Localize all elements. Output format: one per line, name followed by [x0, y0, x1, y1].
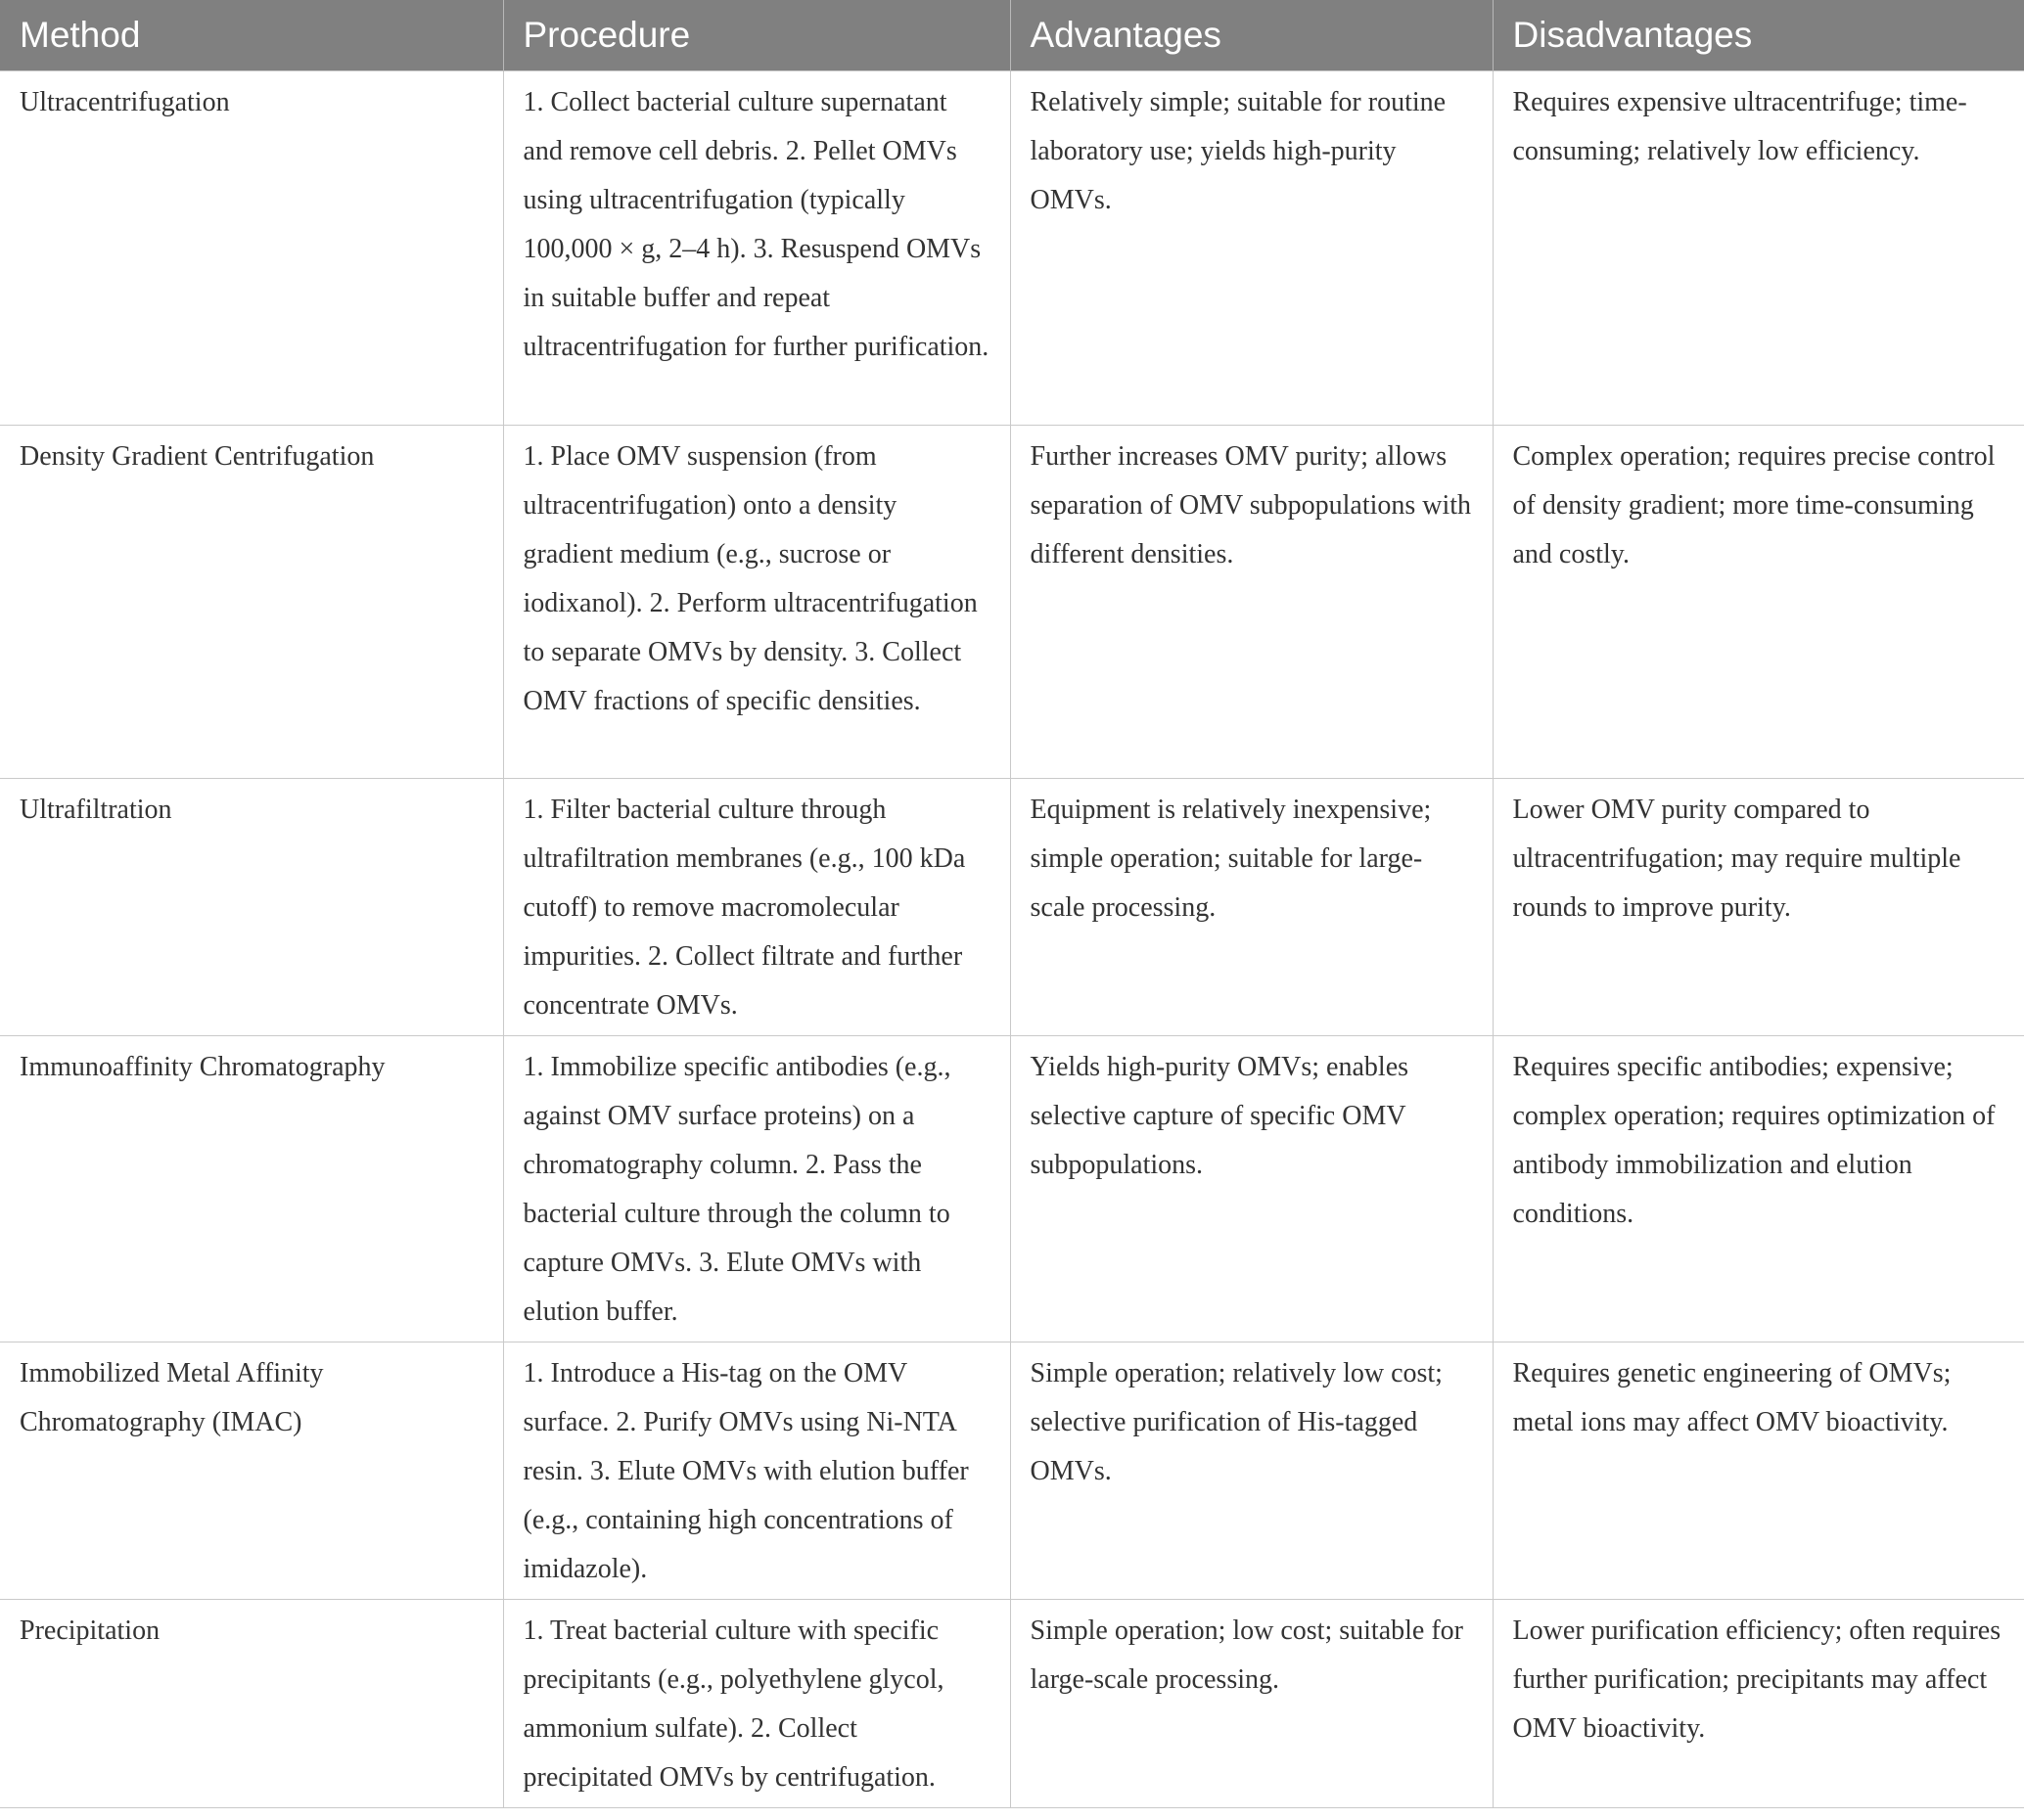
cell-method: Density Gradient Centrifugation: [0, 425, 503, 778]
cell-procedure: 1. Treat bacterial culture with specific precipitants (e.g., polyethylene glycol, ammonium sulfate). 2. Collect precipitated OMVs by centrifugation.: [503, 1599, 1010, 1807]
cell-advantages: Simple operation; low cost; suitable for large-scale processing.: [1010, 1599, 1493, 1807]
table-row: [0, 1342, 2024, 1599]
cell-advantages: Further increases OMV purity; allows separation of OMV subpopulations with different densities.: [1010, 425, 1493, 778]
cell-method: Ultracentrifugation: [0, 70, 503, 425]
table-row: [0, 425, 2024, 778]
table-body: [0, 70, 2024, 1807]
table-row: [0, 70, 2024, 425]
table-header: [0, 0, 2024, 70]
cell-disadvantages: Lower purification efficiency; often requires further purification; precipitants may affect OMV bioactivity.: [1493, 1599, 2024, 1807]
cell-procedure: 1. Filter bacterial culture through ultrafiltration membranes (e.g., 100 kDa cutoff) to remove macromolecular impurities. 2. Collect filtrate and further concentrate OMVs.: [503, 778, 1010, 1035]
cell-method: Immobilized Metal Affinity Chromatography (IMAC): [0, 1342, 503, 1599]
cell-method: Immunoaffinity Chromatography: [0, 1035, 503, 1342]
table-row: [0, 1035, 2024, 1342]
cell-procedure: 1. Immobilize specific antibodies (e.g., against OMV surface proteins) on a chromatography column. 2. Pass the bacterial culture through the column to capture OMVs. 3. Elute OMVs with elution buffer.: [503, 1035, 1010, 1342]
header-advantages: Advantages: [1010, 0, 1493, 70]
cell-method: Ultrafiltration: [0, 778, 503, 1035]
cell-procedure: 1. Place OMV suspension (from ultracentrifugation) onto a density gradient medium (e.g., sucrose or iodixanol). 2. Perform ultracentrifugation to separate OMVs by density. 3. Collect OMV fractions of specific densities.: [503, 425, 1010, 778]
cell-method: Precipitation: [0, 1599, 503, 1807]
cell-advantages: Relatively simple; suitable for routine laboratory use; yields high-purity OMVs.: [1010, 70, 1493, 425]
cell-disadvantages: Lower OMV purity compared to ultracentrifugation; may require multiple rounds to improve purity.: [1493, 778, 2024, 1035]
cell-disadvantages: Complex operation; requires precise control of density gradient; more time-consuming and costly.: [1493, 425, 2024, 778]
cell-disadvantages: Requires specific antibodies; expensive; complex operation; requires optimization of antibody immobilization and elution conditions.: [1493, 1035, 2024, 1342]
table-row: [0, 778, 2024, 1035]
cell-disadvantages: Requires genetic engineering of OMVs; metal ions may affect OMV bioactivity.: [1493, 1342, 2024, 1599]
cell-advantages: Equipment is relatively inexpensive; simple operation; suitable for large-scale processing.: [1010, 778, 1493, 1035]
header-procedure: Procedure: [503, 0, 1010, 70]
cell-disadvantages: Requires expensive ultracentrifuge; time-consuming; relatively low efficiency.: [1493, 70, 2024, 425]
header-method: Method: [0, 0, 503, 70]
cell-advantages: Simple operation; relatively low cost; selective purification of His-tagged OMVs.: [1010, 1342, 1493, 1599]
header-row: [0, 0, 2024, 70]
table-row: [0, 1599, 2024, 1807]
cell-procedure: 1. Introduce a His-tag on the OMV surface. 2. Purify OMVs using Ni-NTA resin. 3. Elute OMVs with elution buffer (e.g., containing high concentrations of imidazole).: [503, 1342, 1010, 1599]
cell-advantages: Yields high-purity OMVs; enables selective capture of specific OMV subpopulations.: [1010, 1035, 1493, 1342]
cell-procedure: 1. Collect bacterial culture supernatant and remove cell debris. 2. Pellet OMVs using ultracentrifugation (typically 100,000 × g, 2–4 h). 3. Resuspend OMVs in suitable buffer and repeat ultracentrifugation for further purification.: [503, 70, 1010, 425]
header-disadvantages: Disadvantages: [1493, 0, 2024, 70]
